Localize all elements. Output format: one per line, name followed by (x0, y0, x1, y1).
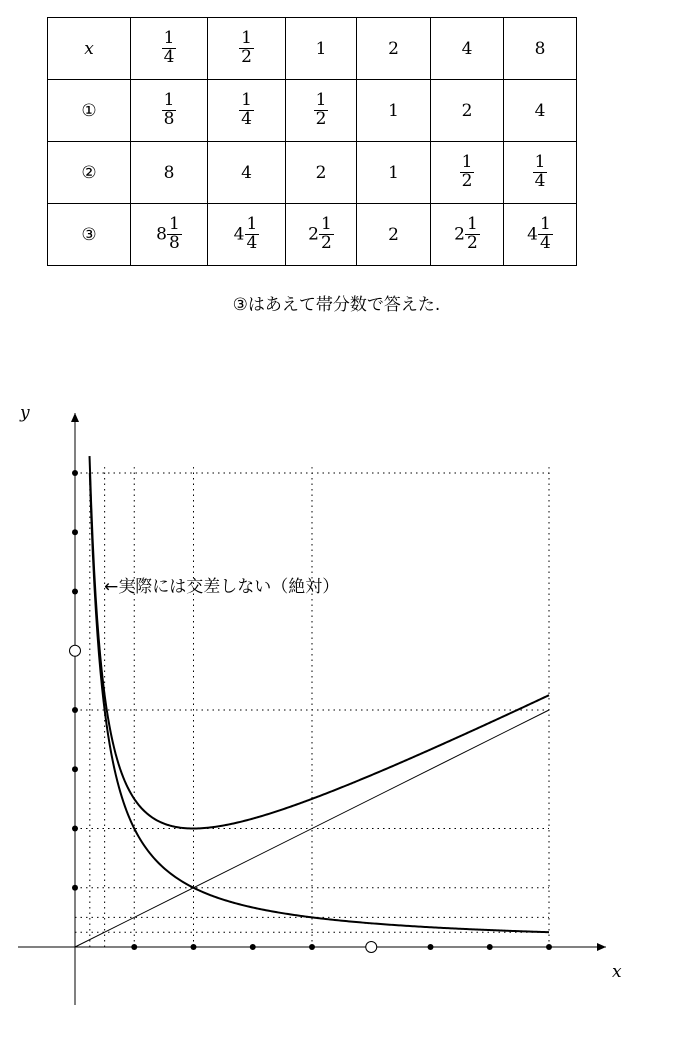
table-cell (131, 204, 208, 266)
table-cell (504, 142, 577, 204)
cell-value: 1 (315, 38, 327, 59)
fraction-numerator: 1 (246, 214, 258, 235)
mixed-whole: 4 (233, 224, 245, 245)
header-cell (286, 18, 357, 80)
mixed-whole: 2 (454, 224, 465, 245)
fraction-numerator: 1 (169, 214, 180, 235)
fraction (314, 92, 329, 129)
x-axis-dot (131, 944, 137, 950)
cell-value: 2 (461, 100, 473, 121)
axis-markers (70, 470, 553, 953)
value-table (47, 17, 577, 266)
x-axis-dot (191, 944, 197, 950)
mixed-whole: 4 (527, 224, 538, 245)
hyperbola-curve (90, 473, 549, 932)
y-axis-dot (72, 707, 78, 713)
table-cell (286, 204, 357, 266)
row-label-cell (48, 142, 131, 204)
fraction (239, 30, 254, 67)
table-cell (286, 80, 357, 142)
header-cell (131, 18, 208, 80)
mixed-whole: 8 (156, 224, 167, 245)
header-cell (431, 18, 504, 80)
row-label-cell (48, 204, 131, 266)
table-cell (208, 80, 286, 142)
fraction-denominator: 4 (163, 47, 175, 67)
fraction-numerator: 1 (241, 90, 252, 111)
sum-curve (90, 456, 549, 828)
y-axis-dot (72, 766, 78, 772)
cell-value: 4 (461, 38, 473, 59)
fraction-denominator: 4 (540, 233, 551, 253)
x-axis-dot (428, 944, 434, 950)
table-row (48, 142, 577, 204)
x-axis-dot (487, 944, 493, 950)
cell-value: 2 (388, 38, 399, 59)
fraction-numerator: 1 (534, 152, 546, 173)
cell-value: 8 (163, 162, 175, 183)
fraction-denominator: 4 (241, 109, 252, 129)
cell-value: 1 (388, 100, 399, 121)
fraction (162, 30, 177, 67)
fraction-denominator: 2 (321, 233, 332, 253)
table-cell (431, 204, 504, 266)
x-axis-arrow (597, 943, 606, 951)
fraction (162, 92, 177, 129)
fraction (465, 216, 480, 253)
x-axis-label: x (612, 962, 622, 982)
table-cell (286, 142, 357, 204)
fraction-denominator: 8 (169, 233, 180, 253)
fraction-denominator: 4 (534, 171, 546, 191)
header-cell (357, 18, 431, 80)
table-cell (131, 80, 208, 142)
fraction-numerator: 1 (461, 152, 473, 173)
cell-value: 2 (315, 162, 327, 183)
row-label-cell (48, 80, 131, 142)
table-header-row (48, 18, 577, 80)
fraction-denominator: 2 (467, 233, 478, 253)
fraction-numerator: 1 (163, 90, 175, 111)
table-cell (208, 142, 286, 204)
fraction (167, 216, 182, 253)
cell-value: 4 (241, 162, 252, 183)
fraction (245, 216, 260, 253)
y-axis-arrow (71, 413, 79, 422)
y-axis-dot (72, 826, 78, 832)
header-label-cell (48, 18, 131, 80)
table-cell (431, 80, 504, 142)
y-axis-dot (72, 589, 78, 595)
row-label: ② (81, 162, 97, 183)
fraction-numerator: 1 (163, 28, 175, 49)
y-axis-dot (72, 885, 78, 891)
table-row (48, 80, 577, 142)
x-axis-dot (309, 944, 315, 950)
fraction-numerator: 1 (241, 28, 252, 49)
table-cell (357, 204, 431, 266)
table-cell (357, 80, 431, 142)
table-cell (357, 142, 431, 204)
guide-lines (75, 467, 549, 947)
table-row (48, 204, 577, 266)
cell-value: 2 (388, 224, 399, 245)
fraction-numerator: 1 (315, 90, 327, 111)
fraction (538, 216, 553, 253)
table-note: ③はあえて帯分数で答えた. (232, 295, 441, 315)
table-cell (504, 80, 577, 142)
mixed-whole: 2 (308, 224, 319, 245)
fraction-denominator: 2 (241, 47, 252, 67)
cell-value: 8 (534, 38, 546, 59)
x-axis-dot (250, 944, 256, 950)
y-axis-open-circle (70, 645, 81, 656)
y-axis-dot (72, 470, 78, 476)
header-cell (208, 18, 286, 80)
fraction-denominator: 8 (163, 109, 175, 129)
fraction-numerator: 1 (540, 214, 551, 235)
fraction-numerator: 1 (467, 214, 478, 235)
fraction (319, 216, 334, 253)
fraction-denominator: 2 (461, 171, 473, 191)
fraction (239, 92, 254, 129)
curves (75, 456, 549, 947)
table-cell (504, 204, 577, 266)
header-cell (504, 18, 577, 80)
graph (0, 380, 673, 1030)
x-axis-dot (546, 944, 552, 950)
header-label: x (84, 38, 94, 59)
y-axis-dot (72, 529, 78, 535)
cell-value: 4 (534, 100, 546, 121)
x-axis-open-circle (366, 942, 377, 953)
fraction-denominator: 2 (315, 109, 327, 129)
cell-value: 1 (388, 162, 399, 183)
fraction-numerator: 1 (321, 214, 332, 235)
table-cell (208, 204, 286, 266)
row-label: ③ (81, 224, 97, 245)
fraction-denominator: 4 (246, 233, 258, 253)
table-cell (131, 142, 208, 204)
fraction (533, 154, 548, 191)
graph-annotation: ←実際には交差しない（絶対） (104, 577, 340, 597)
fraction (460, 154, 475, 191)
table-cell (431, 142, 504, 204)
row-label: ① (81, 100, 97, 121)
y-axis-label: y (20, 403, 30, 423)
